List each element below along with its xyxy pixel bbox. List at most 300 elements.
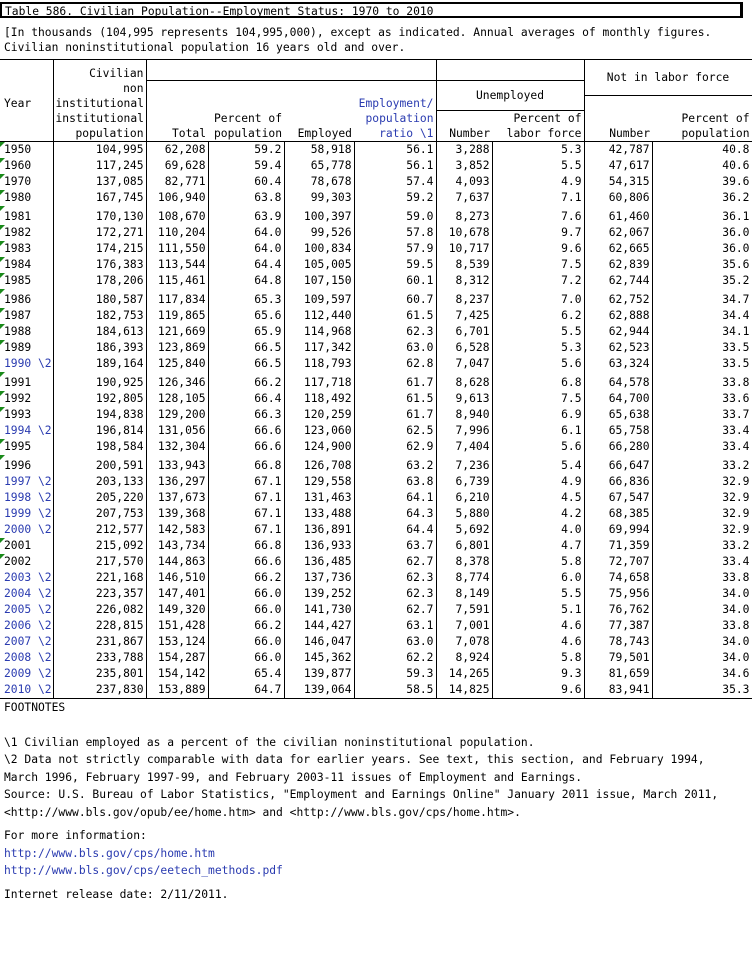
table-row [0,340,752,356]
row-cell: 112,440 [284,308,354,324]
row-cell: 4.6 [492,634,584,650]
row-cell: 139,877 [284,666,354,682]
row-cell: 65.4 [208,666,284,682]
row-cell: 3,852 [436,158,492,174]
row-cell: 59.4 [208,158,284,174]
row-cell: 62.8 [354,356,436,372]
row-cell: 117,342 [284,340,354,356]
table-row [0,257,752,273]
table-row [0,618,752,634]
row-cell: 190,925 [53,372,146,391]
row-cell: 117,245 [53,158,146,174]
row-cell: 66.6 [208,554,284,570]
row-cell: 9.6 [492,241,584,257]
row-cell: 194,838 [53,407,146,423]
row-cell: 54,315 [584,174,652,190]
row-year: 1983 [0,241,53,257]
row-cell: 6,210 [436,490,492,506]
row-cell: 65,638 [584,407,652,423]
row-year: 1989 [0,340,53,356]
row-cell: 40.6 [652,158,752,174]
row-cell: 104,995 [53,142,146,159]
row-cell: 7,591 [436,602,492,618]
link-cps-home[interactable]: http://www.bls.gov/cps/home.htm [4,846,215,860]
row-cell: 36.1 [652,206,752,225]
row-cell: 124,900 [284,439,354,455]
row-cell: 66.0 [208,650,284,666]
row-cell: 71,359 [584,538,652,554]
row-cell: 62,944 [584,324,652,340]
row-cell: 62.7 [354,602,436,618]
row-cell: 81,659 [584,666,652,682]
row-year: 2008 \2 [4,651,52,664]
row-cell: 61.7 [354,372,436,391]
row-cell: 63.2 [354,455,436,474]
row-cell: 4.5 [492,490,584,506]
header-not-in-labor-force: Not in labor force [584,60,752,96]
row-year: 1996 [0,455,53,474]
row-cell: 47,617 [584,158,652,174]
row-cell: 4.9 [492,474,584,490]
table-row [0,634,752,650]
row-cell: 133,488 [284,506,354,522]
row-cell: 6.8 [492,372,584,391]
header-epr-3: ratio \1 [354,126,436,142]
row-cell: 66.0 [208,634,284,650]
table-row [0,190,752,206]
row-cell: 62.2 [354,650,436,666]
row-cell: 33.8 [652,372,752,391]
row-year: 1950 [0,142,53,159]
row-year: 1970 [0,174,53,190]
row-cell: 5.5 [492,158,584,174]
header-percent-of-lf: Percent of [513,112,582,125]
row-cell: 67.1 [208,490,284,506]
row-year: 2004 \2 [4,587,52,600]
row-cell: 83,941 [584,682,652,699]
row-cell: 64,578 [584,372,652,391]
row-cell: 63.8 [208,190,284,206]
row-cell: 58,918 [284,142,354,159]
intro-line-2: Civilian noninstitutional population 16 years old and over. [4,41,406,54]
row-cell: 6,528 [436,340,492,356]
row-cell: 33.4 [652,439,752,455]
row-cell: 7.5 [492,257,584,273]
row-cell: 154,142 [146,666,208,682]
table-row [0,602,752,618]
row-cell: 110,204 [146,225,208,241]
row-cell: 233,788 [53,650,146,666]
row-cell: 167,745 [53,190,146,206]
row-cell: 65,758 [584,423,652,439]
table-row [0,174,752,190]
row-cell: 182,753 [53,308,146,324]
row-cell: 66.4 [208,391,284,407]
table-row [0,289,752,308]
row-year: 2010 \2 [0,682,53,699]
row-cell: 66.0 [208,586,284,602]
row-cell: 62,888 [584,308,652,324]
row-cell: 62,744 [584,273,652,289]
row-cell: 142,583 [146,522,208,538]
footnote-2b: March 1996, February 1997-99, and February 2003-11 issues of Employment and Earnings. [4,770,583,784]
table-row [0,372,752,391]
row-year: 1988 [0,324,53,340]
row-cell: 3,288 [436,142,492,159]
footnote-2a: \2 Data not strictly comparable with data for earlier years. See text, this section, and February 1994, [4,753,705,766]
table-row [0,650,752,666]
table-row [0,554,752,570]
header-epr-2: population [365,112,434,125]
row-cell: 69,994 [584,522,652,538]
row-cell: 64.0 [208,241,284,257]
row-cell: 59.2 [354,190,436,206]
row-cell: 111,550 [146,241,208,257]
table-row [0,666,752,682]
row-cell: 100,397 [284,206,354,225]
row-cell: 145,362 [284,650,354,666]
row-cell: 125,840 [146,356,208,372]
table-row [0,324,752,340]
row-cell: 33.8 [652,618,752,634]
row-cell: 66.8 [208,538,284,554]
row-cell: 32.9 [652,506,752,522]
row-cell: 32.9 [652,522,752,538]
row-year: 1987 [0,308,53,324]
row-cell: 62,752 [584,289,652,308]
row-year: 1995 [0,439,53,455]
row-cell: 66,836 [584,474,652,490]
row-cell: 9.6 [492,682,584,699]
row-cell: 151,428 [146,618,208,634]
row-cell: 5,692 [436,522,492,538]
footnote-1: \1 Civilian employed as a percent of the civilian noninstitutional population. [4,735,535,749]
row-cell: 63.0 [354,634,436,650]
row-cell: 231,867 [53,634,146,650]
row-cell: 66.0 [208,602,284,618]
table-row [0,586,752,602]
row-cell: 66,280 [584,439,652,455]
row-cell: 77,387 [584,618,652,634]
row-cell: 6.0 [492,570,584,586]
row-cell: 66.2 [208,618,284,634]
row-cell: 8,149 [436,586,492,602]
row-cell: 5.8 [492,650,584,666]
row-cell: 120,259 [284,407,354,423]
row-cell: 146,510 [146,570,208,586]
row-cell: 129,558 [284,474,354,490]
row-cell: 131,463 [284,490,354,506]
row-cell: 59.5 [354,257,436,273]
row-cell: 176,383 [53,257,146,273]
row-cell: 34.0 [652,650,752,666]
row-cell: 118,492 [284,391,354,407]
row-cell: 7.1 [492,190,584,206]
header-civilian-3: institutional [53,96,146,111]
row-year: 2003 \2 [4,571,52,584]
row-cell: 32.9 [652,490,752,506]
row-cell: 78,743 [584,634,652,650]
row-cell: 63.1 [354,618,436,634]
row-cell: 78,678 [284,174,354,190]
row-year: 1984 [0,257,53,273]
row-cell: 7,001 [436,618,492,634]
row-cell: 35.3 [652,682,752,699]
row-cell: 62,665 [584,241,652,257]
link-eetech-methods[interactable]: http://www.bls.gov/cps/eetech_methods.pdf [4,864,283,877]
row-cell: 115,461 [146,273,208,289]
row-cell: 4.7 [492,538,584,554]
row-cell: 200,591 [53,455,146,474]
row-cell: 6.9 [492,407,584,423]
row-cell: 144,863 [146,554,208,570]
row-cell: 33.4 [652,554,752,570]
row-cell: 137,085 [53,174,146,190]
row-cell: 34.1 [652,324,752,340]
row-cell: 217,570 [53,554,146,570]
row-cell: 8,378 [436,554,492,570]
row-cell: 141,730 [284,602,354,618]
header-population-3: population [652,126,752,142]
row-year: 1986 [0,289,53,308]
row-cell: 36.0 [652,225,752,241]
row-cell: 8,273 [436,206,492,225]
row-cell: 7,425 [436,308,492,324]
table-row [0,455,752,474]
row-cell: 63.9 [208,206,284,225]
header-number-2: Number [584,126,652,142]
row-cell: 10,717 [436,241,492,257]
row-year: 1991 [0,372,53,391]
row-cell: 132,304 [146,439,208,455]
row-cell: 7.0 [492,289,584,308]
row-cell: 139,252 [284,586,354,602]
row-cell: 136,891 [284,522,354,538]
row-cell: 42,787 [584,142,652,159]
row-cell: 62,523 [584,340,652,356]
table-row [0,206,752,225]
row-year: 1999 \2 [4,507,52,520]
row-cell: 74,658 [584,570,652,586]
row-cell: 34.6 [652,666,752,682]
row-cell: 123,869 [146,340,208,356]
row-year: 1981 [0,206,53,225]
row-cell: 33.2 [652,455,752,474]
row-cell: 189,164 [53,356,146,372]
row-cell: 6,701 [436,324,492,340]
table-row [0,158,752,174]
row-cell: 60.7 [354,289,436,308]
row-cell: 6.1 [492,423,584,439]
row-cell: 61,460 [584,206,652,225]
row-cell: 59.0 [354,206,436,225]
row-cell: 226,082 [53,602,146,618]
row-cell: 65.6 [208,308,284,324]
row-cell: 62.3 [354,324,436,340]
row-cell: 62,839 [584,257,652,273]
row-cell: 76,762 [584,602,652,618]
row-cell: 79,501 [584,650,652,666]
row-cell: 61.5 [354,308,436,324]
row-year: 1960 [0,158,53,174]
row-cell: 6.2 [492,308,584,324]
row-cell: 36.0 [652,241,752,257]
row-cell: 126,708 [284,455,354,474]
row-year: 1994 \2 [4,424,52,437]
row-cell: 58.5 [354,682,436,699]
header-civilian-2: non [53,81,146,96]
row-cell: 64.3 [354,506,436,522]
row-cell: 237,830 [53,682,146,699]
row-year: 2000 \2 [4,523,52,536]
table-row [0,423,752,439]
table-row [0,225,752,241]
table-title: Table 586. Civilian Population--Employment Status: 1970 to 2010 [0,2,743,18]
footnotes-section [0,699,752,903]
row-cell: 8,312 [436,273,492,289]
row-cell: 129,200 [146,407,208,423]
row-cell: 4.6 [492,618,584,634]
row-cell: 66.2 [208,570,284,586]
row-cell: 5,880 [436,506,492,522]
row-cell: 35.2 [652,273,752,289]
row-cell: 57.9 [354,241,436,257]
row-cell: 66.5 [208,340,284,356]
row-cell: 66.3 [208,407,284,423]
row-cell: 228,815 [53,618,146,634]
row-cell: 67,547 [584,490,652,506]
more-info-label: For more information: [4,829,147,842]
row-cell: 72,707 [584,554,652,570]
row-cell: 109,597 [284,289,354,308]
row-cell: 66.6 [208,423,284,439]
row-cell: 68,385 [584,506,652,522]
row-cell: 8,774 [436,570,492,586]
table-row [0,391,752,407]
row-cell: 146,047 [284,634,354,650]
release-date: Internet release date: 2/11/2011. [4,887,229,901]
row-cell: 223,357 [53,586,146,602]
row-cell: 180,587 [53,289,146,308]
row-cell: 133,943 [146,455,208,474]
row-cell: 8,628 [436,372,492,391]
row-cell: 62,067 [584,225,652,241]
row-cell: 7,404 [436,439,492,455]
row-year: 1992 [0,391,53,407]
row-cell: 136,297 [146,474,208,490]
row-cell: 33.2 [652,538,752,554]
row-cell: 34.0 [652,586,752,602]
header-percent-of-pop: Percent of [652,111,752,127]
row-cell: 126,346 [146,372,208,391]
row-year: 1993 [0,407,53,423]
row-cell: 7,078 [436,634,492,650]
row-cell: 149,320 [146,602,208,618]
row-cell: 136,933 [284,538,354,554]
row-year: 1985 [0,273,53,289]
row-cell: 63,324 [584,356,652,372]
row-cell: 34.0 [652,634,752,650]
header-unemployed: Unemployed [436,81,584,111]
row-cell: 56.1 [354,158,436,174]
table-row [0,356,752,372]
row-cell: 123,060 [284,423,354,439]
row-cell: 64.0 [208,225,284,241]
row-cell: 6,739 [436,474,492,490]
header-epr-1: Employment/ [358,96,434,110]
row-cell: 62.9 [354,439,436,455]
table-row [0,308,752,324]
row-cell: 5.5 [492,324,584,340]
row-cell: 33.7 [652,407,752,423]
row-cell: 131,056 [146,423,208,439]
row-cell: 66.6 [208,439,284,455]
row-year: 2002 [0,554,53,570]
row-cell: 40.8 [652,142,752,159]
row-year: 1980 [0,190,53,206]
row-cell: 108,670 [146,206,208,225]
row-cell: 66.8 [208,455,284,474]
row-cell: 69,628 [146,158,208,174]
row-cell: 4.9 [492,174,584,190]
table-row [0,570,752,586]
row-cell: 5.6 [492,356,584,372]
row-cell: 67.1 [208,474,284,490]
row-cell: 63.7 [354,538,436,554]
row-cell: 4.0 [492,522,584,538]
header-percent-of: Percent of [213,112,282,125]
row-cell: 57.8 [354,225,436,241]
row-cell: 32.9 [652,474,752,490]
row-cell: 7,637 [436,190,492,206]
row-cell: 33.5 [652,356,752,372]
row-cell: 99,303 [284,190,354,206]
row-cell: 203,133 [53,474,146,490]
row-cell: 75,956 [584,586,652,602]
row-cell: 61.5 [354,391,436,407]
table-row [0,407,752,423]
row-cell: 99,526 [284,225,354,241]
row-cell: 5.4 [492,455,584,474]
row-cell: 121,669 [146,324,208,340]
row-cell: 67.1 [208,506,284,522]
row-cell: 105,005 [284,257,354,273]
header-number: Number [436,126,492,142]
row-year: 1998 \2 [4,491,52,504]
row-cell: 60.1 [354,273,436,289]
table-row [0,142,752,159]
row-cell: 33.4 [652,423,752,439]
row-cell: 39.6 [652,174,752,190]
row-cell: 113,544 [146,257,208,273]
row-cell: 170,130 [53,206,146,225]
row-cell: 137,736 [284,570,354,586]
header-civilian-1: Civilian [53,60,146,81]
header-total: Total [146,126,208,142]
row-year: 2009 \2 [4,667,52,680]
row-cell: 207,753 [53,506,146,522]
header-year: Year [4,96,32,110]
row-cell: 119,865 [146,308,208,324]
row-cell: 117,718 [284,372,354,391]
row-cell: 144,427 [284,618,354,634]
row-cell: 186,393 [53,340,146,356]
row-cell: 196,814 [53,423,146,439]
row-cell: 61.7 [354,407,436,423]
row-cell: 10,678 [436,225,492,241]
row-cell: 212,577 [53,522,146,538]
row-cell: 128,105 [146,391,208,407]
